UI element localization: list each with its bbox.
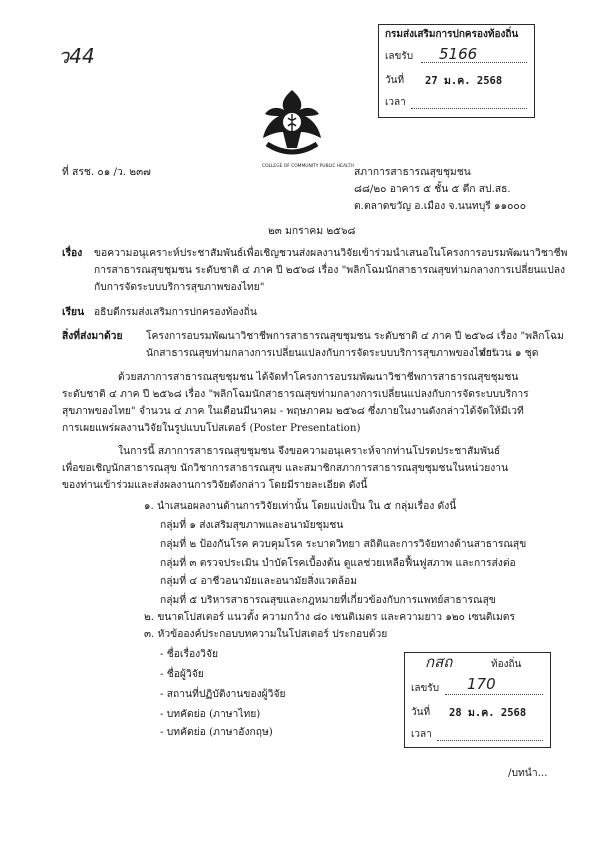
stamp-date-value: 27 ม.ค. 2568 bbox=[425, 75, 503, 87]
handwritten-mark: ว44 bbox=[58, 44, 95, 68]
stamp2-time-label: เวลา bbox=[411, 729, 432, 740]
enclosure-line-2: นักสาธารณสุขท่ามกลางการเปลี่ยนแปลงกับการจัดระบบบริการสุขภาพของไทย" bbox=[146, 347, 497, 359]
sender-name: สภาการสาธารณสุขชุมชน bbox=[354, 166, 471, 178]
subject-line-1: ขอความอนุเคราะห์ประชาสัมพันธ์เพื่อเชิญชวนส่งผลงานวิจัยเข้าร่วมนำเสนอในโครงการอบรมพัฒนาวิชาชีพ bbox=[94, 247, 568, 259]
receiving-stamp-top bbox=[378, 24, 535, 118]
bullet-author: - ชื่อผู้วิจัย bbox=[160, 668, 204, 680]
stamp2-org-handwritten: กสถ bbox=[425, 653, 453, 671]
para2-line-2: เพื่อขอเชิญนักสาธารณสุข นักวิชาการสาธารณสุข และสมาชิกสภาการสาธารณสุขชุมชนในหน่วยงาน bbox=[62, 462, 509, 474]
salutation-label: เรียน bbox=[62, 306, 85, 318]
bullet-abstract-thai: - บทคัดย่อ (ภาษาไทย) bbox=[160, 708, 261, 720]
item-2: ๒. ขนาดโปสเตอร์ แนวตั้ง ความกว้าง ๘๐ เซนติเมตร และความยาว ๑๒๐ เซนติเมตร bbox=[144, 611, 515, 623]
stamp2-recv-number: 170 bbox=[467, 675, 496, 693]
group-2: กลุ่มที่ ๒ ป้องกันโรค ควบคุมโรค ระบาดวิทยา สถิติและการวิจัยทางด้านสาธารณสุข bbox=[160, 538, 527, 550]
salutation-recipient: อธิบดีกรมส่งเสริมการปกครองท้องถิ่น bbox=[94, 306, 257, 318]
subject-line-2: การสาธารณสุขชุมชน ระดับชาติ ๔ ภาค ปี ๒๕๖๘ เรื่อง "พลิกโฉมนักสาธารณสุขท่ามกลางการเปลี่ยนแปลง bbox=[94, 264, 566, 276]
receiving-stamp-bottom bbox=[404, 652, 551, 748]
emblem-caption: COLLEGE OF COMMUNITY PUBLIC HEALTH bbox=[262, 164, 354, 169]
sender-address-1: ๘๘/๒๐ อาคาร ๕ ชั้น ๕ ตึก สป.สธ. bbox=[354, 183, 511, 195]
stamp-org: กรมส่งเสริมการปกครองท้องถิ่น bbox=[385, 29, 519, 40]
para1-line-4: การเผยแพร่ผลงานวิจัยในรูปแบบโปสเตอร์ (Poster Presentation) bbox=[62, 422, 361, 434]
group-3: กลุ่มที่ ๓ ตรวจประเมิน บำบัดโรคเบื้องต้น ดูแลช่วยเหลือฟื้นฟูสภาพ และการส่งต่อ bbox=[160, 557, 516, 569]
organization-emblem bbox=[253, 84, 331, 164]
enclosure-count: จำนวน ๑ ชุด bbox=[480, 347, 539, 359]
para1-line-2: ระดับชาติ ๔ ภาค ปี ๒๕๖๘ เรื่อง "พลิกโฉมนักสาธารณสุขท่ามกลางการเปลี่ยนแปลงกับการจัดระบบบริการ bbox=[62, 388, 529, 400]
letter-date: ๒๓ มกราคม ๒๕๖๘ bbox=[268, 225, 356, 237]
stamp2-recv-label: เลขรับ bbox=[411, 683, 440, 694]
stamp-time-label: เวลา bbox=[385, 97, 406, 108]
para1-line-3: สุขภาพของไทย" จำนวน ๔ ภาค ในเดือนมีนาคม - พฤษภาคม ๒๕๖๘ ซึ่งภายในงานดังกล่าวได้จัดให้มีเวที bbox=[62, 405, 524, 417]
enclosure-label: สิ่งที่ส่งมาด้วย bbox=[62, 330, 123, 342]
stamp2-org-suffix: ท้องถิ่น bbox=[491, 659, 522, 670]
emblem-icon bbox=[253, 84, 331, 164]
continued-marker: /บทนำ... bbox=[508, 767, 548, 779]
subject-label: เรื่อง bbox=[62, 247, 83, 259]
group-1: กลุ่มที่ ๑ ส่งเสริมสุขภาพและอนามัยชุมชน bbox=[160, 519, 344, 531]
stamp2-date-value: 28 ม.ค. 2568 bbox=[449, 707, 527, 719]
bullet-title: - ชื่อเรื่องวิจัย bbox=[160, 648, 219, 660]
para2-line-1: ในการนี้ สภาการสาธารณสุขชุมชน จึงขอความอนุเคราะห์จากท่านโปรดประชาสัมพันธ์ bbox=[118, 445, 501, 457]
group-5: กลุ่มที่ ๕ บริหารสาธารณสุขและกฎหมายที่เกี่ยวข้องกับการแพทย์สาธารณสุข bbox=[160, 594, 496, 606]
para2-line-3: ของท่านเข้าร่วมและส่งผลงานการวิจัยดังกล่าว โดยมีรายละเอียด ดังนี้ bbox=[62, 479, 368, 491]
stamp2-date-label: วันที่ bbox=[411, 707, 431, 718]
para1-line-1: ด้วยสภาการสาธารณสุขชุมชน ได้จัดทำโครงการอบรมพัฒนาวิชาชีพการสาธารณสุขชุมชน bbox=[118, 371, 519, 383]
subject-line-3: กับการจัดระบบบริการสุขภาพของไทย" bbox=[94, 281, 265, 293]
stamp-recv-number: 5166 bbox=[439, 45, 478, 63]
bullet-abstract-english: - บทคัดย่อ (ภาษาอังกฤษ) bbox=[160, 726, 273, 738]
sender-address-2: ต.ตลาดขวัญ อ.เมือง จ.นนทบุรี ๑๑๐๐๐ bbox=[354, 200, 526, 212]
enclosure-line-1: โครงการอบรมพัฒนาวิชาชีพการสาธารณสุขชุมชน ระดับชาติ ๔ ภาค ปี ๒๕๖๘ เรื่อง "พลิกโฉม bbox=[146, 330, 564, 342]
item-1: ๑. นำเสนอผลงานด้านการวิจัยเท่านั้น โดยแบ่งเป็น ใน ๕ กลุ่มเรื่อง ดังนี้ bbox=[144, 500, 457, 512]
item-3: ๓. หัวข้อองค์ประกอบบทความในโปสเตอร์ ประกอบด้วย bbox=[144, 628, 388, 640]
reference-number: ที่ สรช. ๐๑ /ว. ๒๓๗ bbox=[62, 166, 151, 178]
stamp-recv-label: เลขรับ bbox=[385, 51, 414, 62]
group-4: กลุ่มที่ ๔ อาชีวอนามัยและอนามัยสิ่งแวดล้อม bbox=[160, 575, 358, 587]
stamp-date-label: วันที่ bbox=[385, 75, 405, 86]
bullet-workplace: - สถานที่ปฏิบัติงานของผู้วิจัย bbox=[160, 688, 286, 700]
